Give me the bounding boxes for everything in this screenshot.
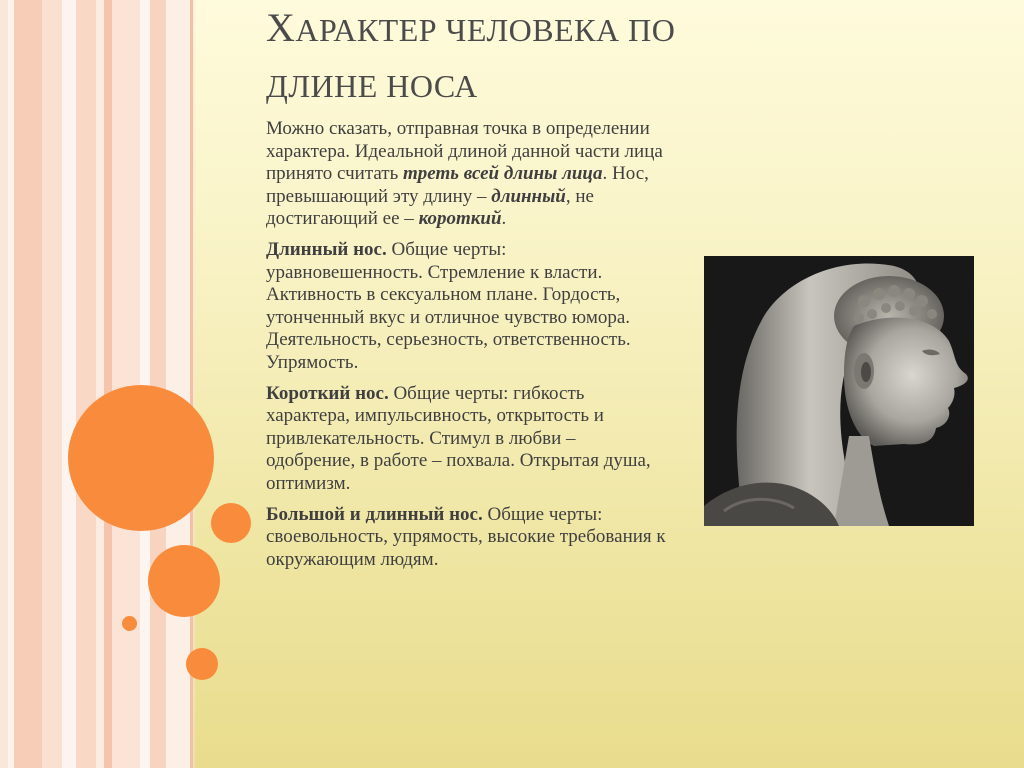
intro-text: , не достигающий ее – (266, 185, 594, 230)
short-nose-paragraph (266, 383, 666, 496)
title-line-1: АРАКТЕР ЧЕЛОВЕКА ПО (295, 12, 676, 48)
long-nose-heading: Длинный нос. (266, 238, 387, 260)
title-line-2: ДЛИНЕ НОСА (266, 68, 478, 104)
slide-title (266, 0, 826, 114)
intro-text: Можно сказать, отправная точка в определении характера. Идеальной длиной данной части лица принято считать (266, 118, 663, 185)
long-nose-text: Общие черты: уравновешенность. Стремление к власти. Активность в сексуальном плане. Гордость, утонченный вкус и отличное чувство юмора. Деятельность, серьезность, ответственность. Упрямость. (266, 238, 631, 373)
decorative-circle (122, 616, 137, 631)
statue-illustration (704, 256, 974, 526)
big-long-nose-text: Общие черты: своевольность, упрямость, высокие требования к окружающим людям. (266, 503, 666, 570)
intro-emphasis: короткий (418, 208, 502, 230)
short-nose-text: Общие черты: гибкость характера, импульсивность, открытость и привлекательность. Стимул в любви – одобрение, в работе – похвала. Открытая душа, оптимизм. (266, 382, 651, 494)
long-nose-paragraph (266, 239, 666, 375)
short-nose-heading: Короткий нос. (266, 382, 389, 404)
intro-text: . (501, 208, 507, 230)
intro-emphasis: длинный (491, 185, 566, 207)
title-initial: Х (266, 5, 296, 50)
big-long-nose-paragraph (266, 504, 666, 572)
intro-emphasis: треть всей длины лица (403, 163, 603, 185)
slide-body (266, 118, 666, 579)
decorative-circle (68, 385, 214, 531)
big-long-nose-heading: Большой и длинный нос. (266, 503, 483, 525)
intro-paragraph (266, 118, 666, 231)
intro-text: . Нос, превышающий эту длину – (266, 163, 649, 207)
decorative-circle (211, 503, 251, 543)
decorative-circle (148, 545, 220, 617)
statue-portrait-image (704, 256, 974, 526)
decorative-stripes (0, 0, 196, 768)
decorative-circle (186, 648, 218, 680)
